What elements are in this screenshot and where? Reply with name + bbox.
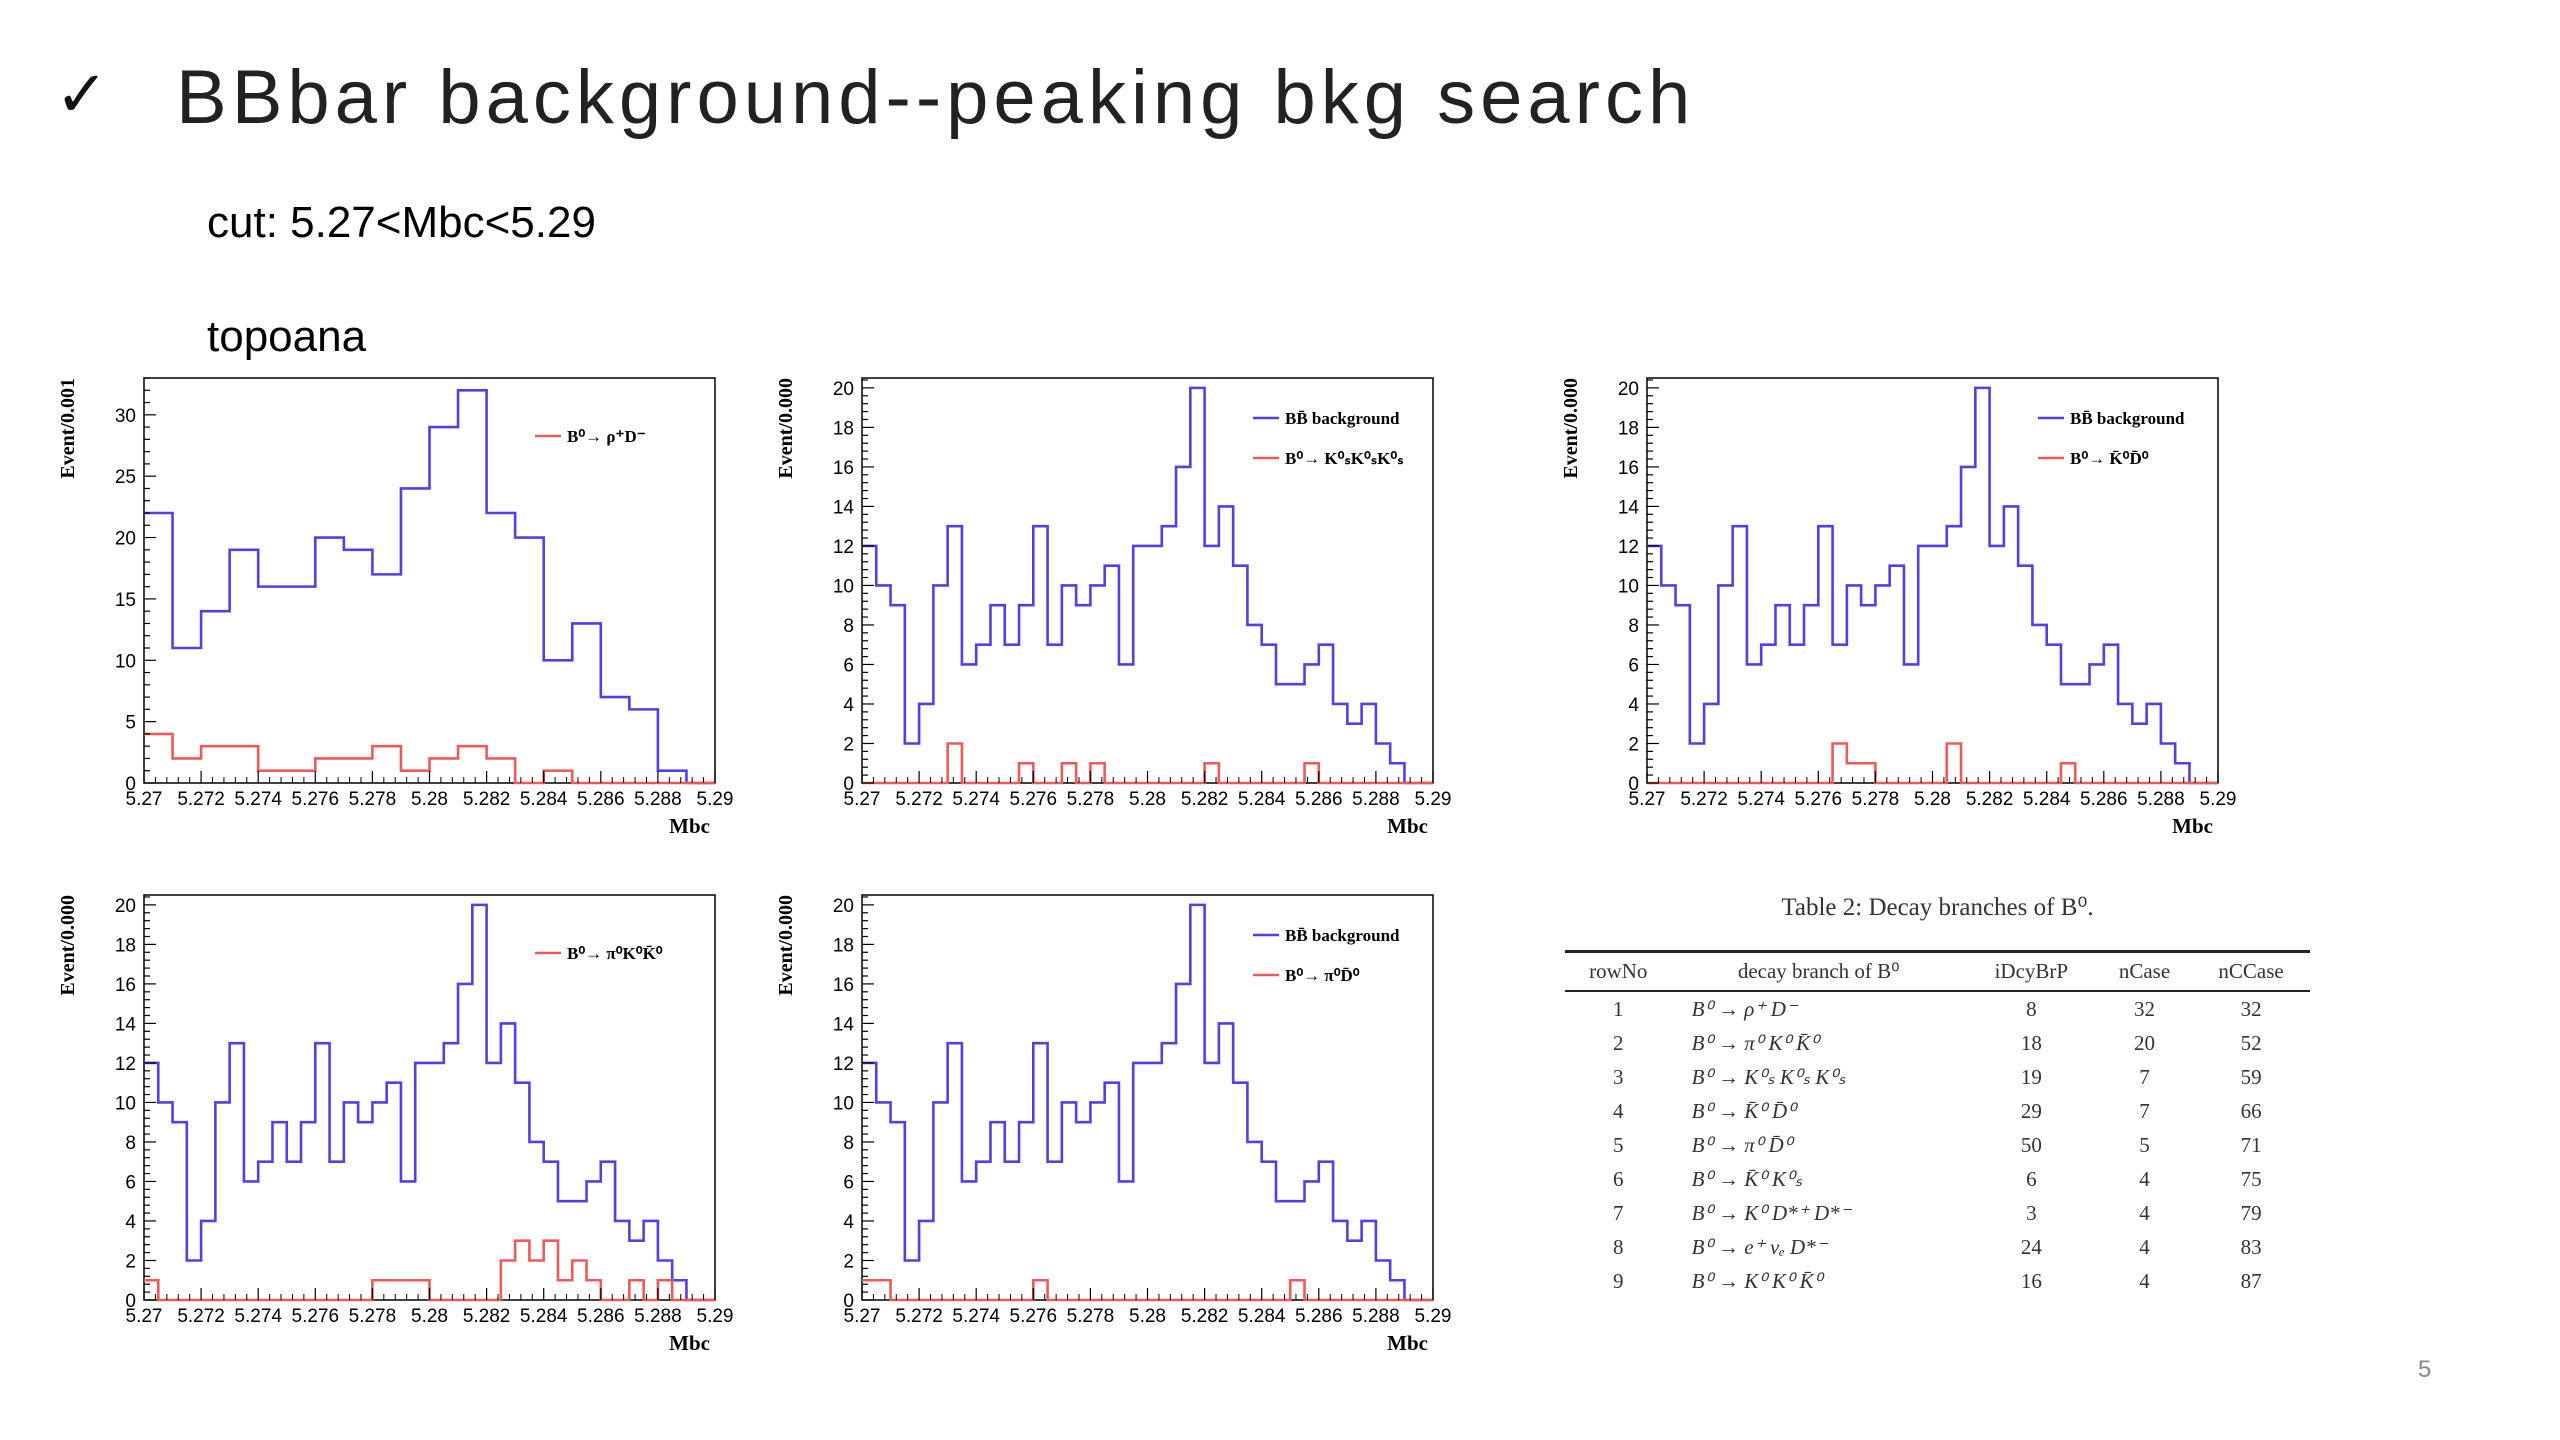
x-tick-label: 5.288 bbox=[2137, 789, 2185, 810]
cell-ncase: 7 bbox=[2139, 1065, 2150, 1089]
y-tick-label: 25 bbox=[114, 467, 136, 489]
header-idcybrp: iDcyBrP bbox=[1966, 952, 2097, 992]
x-tick-label: 5.288 bbox=[634, 789, 682, 810]
x-tick-label: 5.286 bbox=[2080, 789, 2128, 810]
y-tick-label: 4 bbox=[843, 694, 854, 716]
y-tick-label: 8 bbox=[843, 615, 854, 637]
x-tick-label: 5.288 bbox=[1352, 789, 1400, 810]
cell-idcybrp: 24 bbox=[2020, 1235, 2042, 1259]
x-tick-label: 5.276 bbox=[291, 1306, 340, 1327]
y-tick-label: 4 bbox=[125, 1211, 136, 1233]
cell-rowno: 8 bbox=[1613, 1235, 1624, 1259]
y-tick-label: 18 bbox=[114, 935, 136, 957]
cell-nccase: 52 bbox=[2240, 1031, 2262, 1055]
cell-idcybrp: 8 bbox=[2026, 997, 2037, 1021]
y-tick-label: 2 bbox=[843, 1251, 854, 1273]
x-tick-label: 5.288 bbox=[1352, 1306, 1400, 1327]
histogram-kbar-dbar bbox=[1560, 368, 2237, 838]
x-tick-label: 5.28 bbox=[411, 789, 448, 810]
y-tick-label: 2 bbox=[125, 1251, 136, 1273]
cell-decay-branch: B⁰ → K̄⁰ K⁰ₛ bbox=[1691, 1167, 1803, 1191]
decay-branch-table bbox=[1565, 950, 2310, 1298]
y-tick-label: 14 bbox=[832, 497, 854, 519]
y-tick-label: 8 bbox=[1628, 615, 1639, 637]
table-header-row bbox=[1565, 952, 2310, 992]
x-tick-label: 5.276 bbox=[1009, 1306, 1058, 1327]
y-tick-label: 8 bbox=[843, 1132, 854, 1154]
y-tick-label: 18 bbox=[832, 418, 854, 440]
x-tick-label: 5.272 bbox=[895, 789, 943, 810]
x-axis-label: Mbc bbox=[2172, 814, 2213, 838]
histogram-series-0 bbox=[144, 905, 715, 1300]
x-tick-label: 5.272 bbox=[1680, 789, 1728, 810]
y-tick-label: 12 bbox=[832, 536, 854, 558]
cell-nccase: 32 bbox=[2240, 997, 2262, 1021]
y-axis-label: Event/0.001 bbox=[57, 378, 79, 479]
header-ncase: nCase bbox=[2097, 952, 2192, 992]
y-tick-label: 20 bbox=[1617, 378, 1639, 400]
histogram-pi-k-kbar bbox=[57, 885, 734, 1355]
x-tick-label: 5.272 bbox=[895, 1306, 943, 1327]
cell-ncase: 4 bbox=[2139, 1269, 2150, 1293]
y-axis-label: Event/0.000 bbox=[775, 895, 797, 996]
x-tick-label: 5.276 bbox=[1009, 789, 1058, 810]
x-tick-label: 5.276 bbox=[291, 789, 340, 810]
cell-decay-branch: B⁰ → e⁺ νₑ D*⁻ bbox=[1691, 1235, 1827, 1259]
cell-rowno: 4 bbox=[1613, 1099, 1624, 1123]
x-tick-label: 5.284 bbox=[1237, 789, 1286, 810]
cell-rowno: 2 bbox=[1613, 1031, 1624, 1055]
y-tick-label: 0 bbox=[843, 774, 854, 795]
y-axis-label: Event/0.000 bbox=[57, 895, 79, 996]
y-tick-label: 18 bbox=[1617, 418, 1639, 440]
table-row bbox=[1565, 1026, 2310, 1060]
cell-decay-branch: B⁰ → ρ⁺ D⁻ bbox=[1691, 997, 1797, 1021]
x-tick-label: 5.286 bbox=[577, 1306, 625, 1327]
y-tick-label: 18 bbox=[832, 935, 854, 957]
table-row bbox=[1565, 1060, 2310, 1094]
x-tick-label: 5.284 bbox=[519, 789, 568, 810]
y-axis-label: Event/0.000 bbox=[775, 378, 797, 479]
cut-text: cut: 5.27<Mbc<5.29 bbox=[207, 198, 596, 247]
cell-decay-branch: B⁰ → π⁰ K⁰ K̄⁰ bbox=[1691, 1031, 1819, 1055]
x-tick-label: 5.28 bbox=[411, 1306, 448, 1327]
cell-ncase: 4 bbox=[2139, 1167, 2150, 1191]
x-tick-label: 5.27 bbox=[843, 789, 881, 810]
cell-decay-branch: B⁰ → K⁰ K⁰ K̄⁰ bbox=[1691, 1269, 1823, 1293]
y-tick-label: 20 bbox=[832, 895, 854, 917]
legend-label: BB̄ background bbox=[1285, 926, 1400, 945]
histogram-ks-ks-ks bbox=[775, 368, 1452, 838]
y-tick-label: 15 bbox=[114, 589, 136, 611]
cell-nccase: 59 bbox=[2240, 1065, 2262, 1089]
y-tick-label: 16 bbox=[832, 457, 854, 479]
y-tick-label: 14 bbox=[1617, 497, 1639, 519]
cell-decay-branch: B⁰ → π⁰ D̄⁰ bbox=[1691, 1133, 1793, 1157]
x-tick-label: 5.29 bbox=[1414, 1306, 1452, 1327]
x-axis-label: Mbc bbox=[669, 1331, 710, 1355]
x-tick-label: 5.282 bbox=[1965, 789, 2014, 810]
x-axis-label: Mbc bbox=[1387, 814, 1428, 838]
x-tick-label: 5.276 bbox=[1794, 789, 1843, 810]
x-tick-label: 5.27 bbox=[843, 1306, 881, 1327]
cell-idcybrp: 29 bbox=[2020, 1099, 2042, 1123]
legend-label: BB̄ background bbox=[2070, 409, 2185, 428]
table-row bbox=[1565, 1230, 2310, 1264]
y-tick-label: 12 bbox=[114, 1053, 136, 1075]
y-tick-label: 4 bbox=[1628, 694, 1639, 716]
y-tick-label: 6 bbox=[843, 655, 854, 677]
cell-idcybrp: 18 bbox=[2020, 1031, 2042, 1055]
y-tick-label: 2 bbox=[1628, 734, 1639, 756]
y-tick-label: 20 bbox=[832, 378, 854, 400]
x-tick-label: 5.29 bbox=[2199, 789, 2237, 810]
cell-ncase: 4 bbox=[2139, 1235, 2150, 1259]
histogram-series-0 bbox=[862, 388, 1433, 783]
check-icon: ✓ bbox=[55, 58, 109, 132]
y-tick-label: 20 bbox=[114, 895, 136, 917]
y-tick-label: 0 bbox=[125, 1291, 136, 1312]
cell-rowno: 6 bbox=[1613, 1167, 1624, 1191]
cell-nccase: 79 bbox=[2240, 1201, 2262, 1225]
histogram-pi-dbar bbox=[775, 885, 1452, 1355]
x-tick-label: 5.284 bbox=[1237, 1306, 1286, 1327]
y-tick-label: 10 bbox=[832, 576, 854, 598]
legend-label: BB̄ background bbox=[1285, 409, 1400, 428]
y-tick-label: 30 bbox=[114, 405, 136, 427]
y-tick-label: 6 bbox=[125, 1172, 136, 1194]
cell-idcybrp: 50 bbox=[2020, 1133, 2042, 1157]
slide-title: BBbar background--peaking bkg search bbox=[176, 55, 1696, 140]
x-tick-label: 5.282 bbox=[1180, 789, 1229, 810]
cell-rowno: 5 bbox=[1613, 1133, 1624, 1157]
table-row bbox=[1565, 1128, 2310, 1162]
x-tick-label: 5.282 bbox=[1180, 1306, 1229, 1327]
cell-nccase: 75 bbox=[2240, 1167, 2262, 1191]
x-tick-label: 5.272 bbox=[177, 789, 225, 810]
cell-nccase: 83 bbox=[2240, 1235, 2262, 1259]
x-tick-label: 5.272 bbox=[177, 1306, 225, 1327]
cell-ncase: 4 bbox=[2139, 1201, 2150, 1225]
x-tick-label: 5.28 bbox=[1129, 789, 1166, 810]
y-tick-label: 20 bbox=[114, 528, 136, 550]
histogram-series-0 bbox=[1647, 388, 2218, 783]
cell-nccase: 87 bbox=[2240, 1269, 2262, 1293]
x-tick-label: 5.284 bbox=[2022, 789, 2071, 810]
x-tick-label: 5.286 bbox=[1295, 789, 1343, 810]
x-tick-label: 5.29 bbox=[696, 789, 734, 810]
cell-rowno: 1 bbox=[1613, 997, 1624, 1021]
header-rowno: rowNo bbox=[1565, 952, 1672, 992]
cell-decay-branch: B⁰ → K⁰ₛ K⁰ₛ K⁰ₛ bbox=[1691, 1065, 1846, 1089]
x-tick-label: 5.274 bbox=[234, 789, 282, 810]
cell-idcybrp: 19 bbox=[2020, 1065, 2042, 1089]
x-tick-label: 5.29 bbox=[1414, 789, 1452, 810]
y-axis-label: Event/0.000 bbox=[1560, 378, 1582, 479]
y-tick-label: 14 bbox=[114, 1014, 136, 1036]
cell-ncase: 5 bbox=[2139, 1133, 2150, 1157]
legend-label: B⁰→ K⁰ₛK⁰ₛK⁰ₛ bbox=[1285, 449, 1404, 468]
y-tick-label: 6 bbox=[1628, 655, 1639, 677]
y-tick-label: 10 bbox=[1617, 576, 1639, 598]
y-tick-label: 0 bbox=[1628, 774, 1639, 795]
x-tick-label: 5.274 bbox=[952, 789, 1000, 810]
x-tick-label: 5.278 bbox=[1066, 789, 1115, 810]
x-tick-label: 5.274 bbox=[1737, 789, 1785, 810]
x-tick-label: 5.29 bbox=[696, 1306, 734, 1327]
y-tick-label: 10 bbox=[832, 1093, 854, 1115]
y-tick-label: 14 bbox=[832, 1014, 854, 1036]
legend-label: B⁰→ K̄⁰D̄⁰ bbox=[2070, 449, 2149, 468]
header-decay-branch: decay branch of B⁰ bbox=[1672, 952, 1966, 992]
histogram-series-0 bbox=[144, 390, 715, 783]
table-row bbox=[1565, 1094, 2310, 1128]
table-row bbox=[1565, 1264, 2310, 1298]
topoana-text: topoana bbox=[207, 312, 367, 361]
y-tick-label: 0 bbox=[125, 774, 136, 795]
y-tick-label: 16 bbox=[832, 974, 854, 996]
table-row bbox=[1565, 991, 2310, 1026]
y-tick-label: 4 bbox=[843, 1211, 854, 1233]
y-tick-label: 12 bbox=[832, 1053, 854, 1075]
legend-label: B⁰→ π⁰K⁰K̄⁰ bbox=[567, 944, 663, 963]
x-tick-label: 5.278 bbox=[348, 1306, 397, 1327]
y-tick-label: 16 bbox=[114, 974, 136, 996]
x-tick-label: 5.278 bbox=[348, 789, 397, 810]
y-tick-label: 12 bbox=[1617, 536, 1639, 558]
y-tick-label: 5 bbox=[125, 712, 136, 734]
y-tick-label: 0 bbox=[843, 1291, 854, 1312]
cell-ncase: 32 bbox=[2133, 997, 2155, 1021]
x-tick-label: 5.27 bbox=[1628, 789, 1666, 810]
x-tick-label: 5.278 bbox=[1851, 789, 1900, 810]
y-tick-label: 2 bbox=[843, 734, 854, 756]
table-row bbox=[1565, 1196, 2310, 1230]
cell-idcybrp: 16 bbox=[2020, 1269, 2042, 1293]
cell-rowno: 3 bbox=[1613, 1065, 1624, 1089]
x-tick-label: 5.27 bbox=[125, 1306, 163, 1327]
x-tick-label: 5.288 bbox=[634, 1306, 682, 1327]
x-tick-label: 5.28 bbox=[1914, 789, 1951, 810]
header-nccase: nCCase bbox=[2192, 952, 2310, 992]
y-tick-label: 6 bbox=[843, 1172, 854, 1194]
x-tick-label: 5.286 bbox=[577, 789, 625, 810]
cell-idcybrp: 3 bbox=[2026, 1201, 2037, 1225]
x-tick-label: 5.274 bbox=[952, 1306, 1000, 1327]
decay-table-container bbox=[1565, 950, 2310, 1308]
cell-nccase: 71 bbox=[2240, 1133, 2262, 1157]
x-tick-label: 5.284 bbox=[519, 1306, 568, 1327]
cell-idcybrp: 6 bbox=[2026, 1167, 2037, 1191]
x-tick-label: 5.274 bbox=[234, 1306, 282, 1327]
cell-decay-branch: B⁰ → K̄⁰ D̄⁰ bbox=[1691, 1099, 1796, 1123]
legend-label: B⁰→ ρ⁺D⁻ bbox=[567, 427, 646, 446]
cell-rowno: 9 bbox=[1613, 1269, 1624, 1293]
y-tick-label: 10 bbox=[114, 651, 136, 673]
x-tick-label: 5.282 bbox=[462, 789, 511, 810]
x-tick-label: 5.28 bbox=[1129, 1306, 1166, 1327]
histogram-rho-d bbox=[57, 368, 734, 838]
y-tick-label: 8 bbox=[125, 1132, 136, 1154]
table-row bbox=[1565, 1162, 2310, 1196]
cell-nccase: 66 bbox=[2240, 1099, 2262, 1123]
legend-label: B⁰→ π⁰D̄⁰ bbox=[1285, 966, 1360, 985]
x-axis-label: Mbc bbox=[1387, 1331, 1428, 1355]
y-tick-label: 16 bbox=[1617, 457, 1639, 479]
cell-rowno: 7 bbox=[1613, 1201, 1624, 1225]
table-caption: Table 2: Decay branches of B⁰. bbox=[1781, 894, 2094, 921]
x-axis-label: Mbc bbox=[669, 814, 710, 838]
x-tick-label: 5.282 bbox=[462, 1306, 511, 1327]
page-number: 5 bbox=[2418, 1356, 2432, 1383]
x-tick-label: 5.286 bbox=[1295, 1306, 1343, 1327]
cell-ncase: 20 bbox=[2133, 1031, 2155, 1055]
x-tick-label: 5.27 bbox=[125, 789, 163, 810]
x-tick-label: 5.278 bbox=[1066, 1306, 1115, 1327]
cell-ncase: 7 bbox=[2139, 1099, 2150, 1123]
y-tick-label: 10 bbox=[114, 1093, 136, 1115]
cell-decay-branch: B⁰ → K⁰ D*⁺ D*⁻ bbox=[1691, 1201, 1851, 1225]
histogram-series-0 bbox=[862, 905, 1433, 1300]
